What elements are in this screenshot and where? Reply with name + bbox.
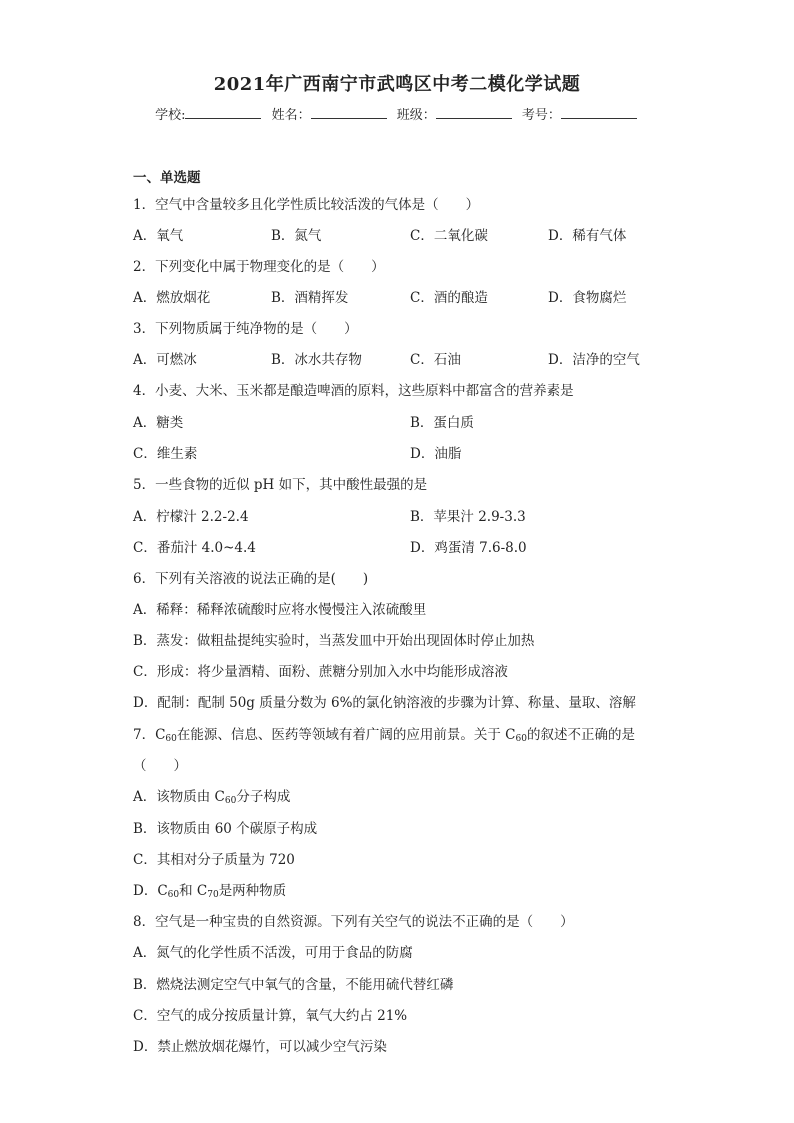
question-8-stem: 8．空气是一种宝贵的自然资源。下列有关空气的说法不正确的是（ ） <box>133 914 574 930</box>
name-blank[interactable] <box>311 106 387 119</box>
class-blank[interactable] <box>436 106 512 119</box>
question-1-option-a: A．氧气 <box>133 228 184 244</box>
question-7-subscript: 70 <box>207 890 219 900</box>
question-6-option-d: D．配制：配制 50g 质量分数为 6%的氯化钠溶液的步骤为计算、称量、量取、溶解 <box>133 695 636 711</box>
question-6-option-a: A．稀释：稀释浓硫酸时应将水慢慢注入浓硫酸里 <box>133 602 427 618</box>
question-3-option-a: A．可燃冰 <box>133 352 197 368</box>
section-heading: 一、单选题 <box>133 170 201 186</box>
question-7-stem <box>133 723 635 744</box>
question-4-option-d: D．油脂 <box>410 446 462 462</box>
question-2-option-b: B．酒精挥发 <box>271 290 349 306</box>
question-5-option-b: B．苹果汁 2.9-3.3 <box>410 509 526 525</box>
question-7-option-d-text: D．C <box>133 883 168 899</box>
question-5-option-a: A．柠檬汁 2.2-2.4 <box>133 509 249 525</box>
question-4-option-a: A．糖类 <box>133 415 184 431</box>
number-blank[interactable] <box>561 106 637 119</box>
question-1-stem: 1．空气中含量较多且化学性质比较活泼的气体是（ ） <box>133 197 480 213</box>
question-7-subscript: 60 <box>167 890 180 900</box>
question-2-option-c: C．酒的酿造 <box>410 290 488 306</box>
school-label: 学校: <box>155 108 186 123</box>
question-7-subscript: 60 <box>165 734 177 744</box>
question-8-option-a: A．氮气的化学性质不活泼，可用于食品的防腐 <box>133 945 413 961</box>
name-label: 姓名： <box>271 108 311 123</box>
question-3-option-c: C．石油 <box>410 352 461 368</box>
question-6-stem: 6．下列有关溶液的说法正确的是( ) <box>133 571 369 587</box>
question-7-option-a-text: A．该物质由 C <box>133 789 225 805</box>
question-8-option-d: D．禁止燃放烟花爆竹，可以减少空气污染 <box>133 1039 387 1055</box>
question-7-subscript: 60 <box>515 734 527 744</box>
question-3-option-b: B．冰水共存物 <box>271 352 362 368</box>
question-7-option-d <box>133 879 286 900</box>
question-7-option-a <box>133 785 290 806</box>
question-4-stem: 4．小麦、大米、玉米都是酿造啤酒的原料，这些原料中都富含的营养素是 <box>133 383 574 399</box>
question-7-option-b: B．该物质由 60 个碳原子构成 <box>133 821 318 837</box>
question-7-stem-text: 在能源、信息、医药等领域有着广阔的应用前景。关于 C <box>176 727 516 743</box>
question-1-option-c: C．二氧化碳 <box>410 228 488 244</box>
question-7-option-d-text: 是两种物质 <box>218 883 287 899</box>
question-4-option-b: B．蛋白质 <box>410 415 474 431</box>
question-8-option-b: B．燃烧法测定空气中氧气的含量，不能用硫代替红磷 <box>133 977 454 993</box>
question-1-option-b: B．氮气 <box>271 228 322 244</box>
question-2-option-a: A．燃放烟花 <box>133 290 211 306</box>
question-7-option-a-text: 分子构成 <box>236 789 291 805</box>
question-8-option-c: C．空气的成分按质量计算，氧气大约占 21% <box>133 1008 408 1024</box>
student-info-line <box>0 104 794 123</box>
question-5-option-d: D．鸡蛋清 7.6-8.0 <box>410 540 527 556</box>
question-1-option-d: D．稀有气体 <box>548 228 627 244</box>
question-7-stem-continuation: （ ） <box>133 758 187 774</box>
question-6-option-c: C．形成：将少量酒精、面粉、蔗糖分别加入水中均能形成溶液 <box>133 664 508 680</box>
question-7-stem-text: 的叙述不正确的是 <box>526 727 635 743</box>
question-7-stem-text: 7．C <box>133 727 166 743</box>
question-2-stem: 2．下列变化中属于物理变化的是（ ） <box>133 259 385 275</box>
question-5-option-c: C．番茄汁 4.0~4.4 <box>133 540 256 556</box>
school-blank[interactable] <box>185 106 261 119</box>
question-7-subscript: 60 <box>224 796 237 806</box>
question-3-option-d: D．洁净的空气 <box>548 352 640 368</box>
exam-title: 2021年广西南宁市武鸣区中考二模化学试题 <box>213 74 581 95</box>
question-4-option-c: C．维生素 <box>133 446 198 462</box>
question-2-option-d: D．食物腐烂 <box>548 290 627 306</box>
class-label: 班级： <box>396 108 436 123</box>
question-7-option-c: C．其相对分子质量为 720 <box>133 852 295 868</box>
question-3-stem: 3．下列物质属于纯净物的是（ ） <box>133 321 358 337</box>
question-6-option-b: B．蒸发：做粗盐提纯实验时，当蒸发皿中开始出现固体时停止加热 <box>133 633 535 649</box>
number-label: 考号： <box>521 108 561 123</box>
question-5-stem: 5．一些食物的近似 pH 如下，其中酸性最强的是 <box>133 477 428 493</box>
question-7-option-d-text: 和 C <box>179 883 208 899</box>
